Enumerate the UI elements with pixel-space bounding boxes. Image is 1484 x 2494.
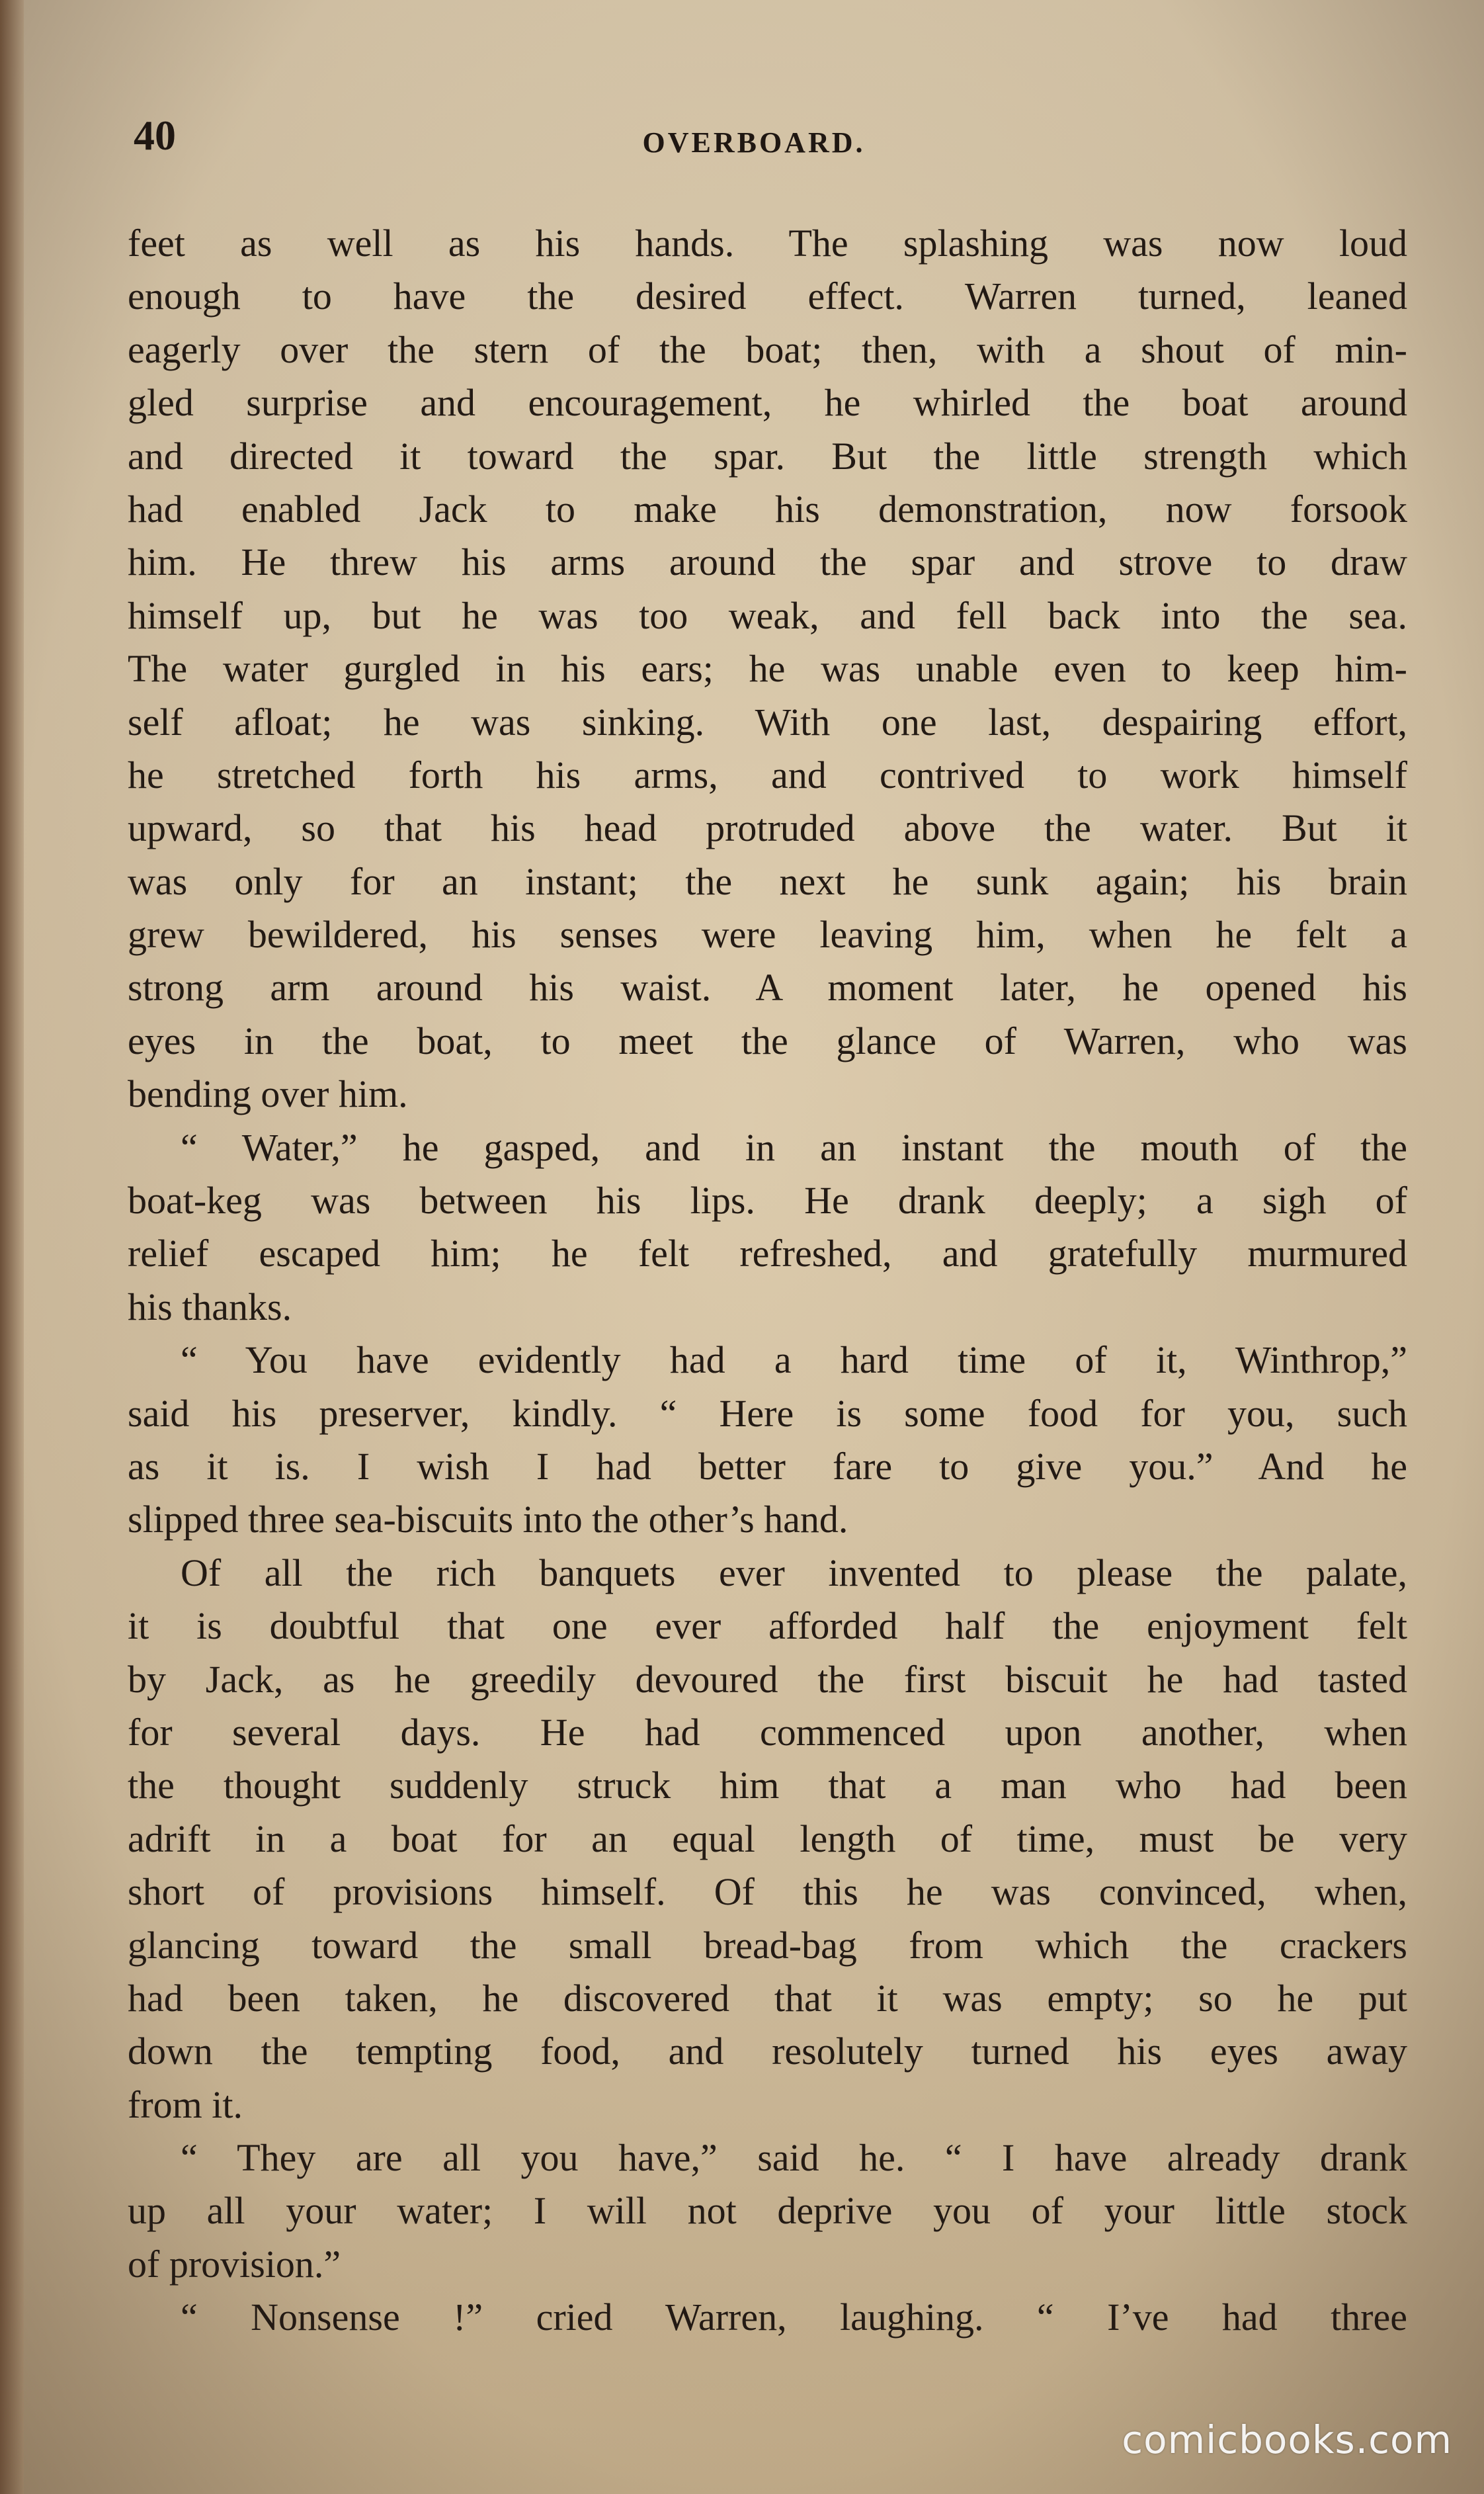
text-line: said his preserver, kindly. “ Here is some food for you, such: [128, 1391, 1407, 1435]
text-line: Of all the rich banquets ever invented to please the palate,: [181, 1551, 1407, 1594]
text-line: short of provisions himself. Of this he was convinced, when,: [128, 1870, 1407, 1914]
text-line: himself up, but he was too weak, and fell back into the sea.: [128, 593, 1407, 637]
text-line: upward, so that his head protruded above the water. But it: [128, 806, 1407, 850]
text-line: self afloat; he was sinking. With one last, despairing effort,: [128, 700, 1407, 744]
body-text: [128, 217, 1407, 2344]
text-line: eyes in the boat, to meet the glance of Warren, who was: [128, 1019, 1407, 1062]
text-line: The water gurgled in his ears; he was unable even to keep him-: [128, 647, 1407, 691]
text-line: for several days. He had commenced upon another, when: [128, 1710, 1407, 1754]
running-head: OVERBOARD.: [642, 126, 866, 159]
text-line: by Jack, as he greedily devoured the first biscuit he had tasted: [128, 1657, 1407, 1701]
text-line: gled surprise and encouragement, he whirled the boat around: [128, 381, 1407, 425]
text-line: his thanks.: [128, 1285, 292, 1328]
text-line: and directed it toward the spar. But the little strength which: [128, 434, 1407, 478]
text-line: the thought suddenly struck him that a man who had been: [128, 1764, 1407, 1807]
page-header: [99, 106, 1409, 179]
text-line: had enabled Jack to make his demonstration, now forsook: [128, 487, 1407, 531]
text-line: adrift in a boat for an equal length of time, must be very: [128, 1817, 1407, 1860]
text-line: relief escaped him; he felt refreshed, and gratefully murmured: [128, 1232, 1407, 1275]
text-line: eagerly over the stern of the boat; then, with a shout of min-: [128, 327, 1407, 371]
text-line: up all your water; I will not deprive you of your little stock: [128, 2189, 1407, 2233]
page-number: 40: [134, 112, 176, 159]
text-line: “ Nonsense !” cried Warren, laughing. “ I’ve had three: [181, 2296, 1407, 2339]
text-line: “ Water,” he gasped, and in an instant the mouth of the: [181, 1125, 1407, 1169]
text-line: “ You have evidently had a hard time of it, Winthrop,”: [181, 1338, 1407, 1382]
text-line: as it is. I wish I had better fare to give you.” And he: [128, 1444, 1407, 1488]
text-line: it is doubtful that one ever afforded half the enjoyment felt: [128, 1604, 1407, 1648]
watermark: comicbooks.com: [1122, 2417, 1452, 2462]
text-line: had been taken, he discovered that it was empty; so he put: [128, 1976, 1407, 2020]
text-line: slipped three sea-biscuits into the other’s hand.: [128, 1498, 848, 1541]
text-line: bending over him.: [128, 1072, 408, 1116]
text-line: feet as well as his hands. The splashing was now loud: [128, 222, 1407, 265]
page-edge-shadow: [0, 0, 24, 2494]
text-line: boat-keg was between his lips. He drank deeply; a sigh of: [128, 1179, 1407, 1223]
text-line: glancing toward the small bread-bag from which the crackers: [128, 1923, 1407, 1967]
text-line: him. He threw his arms around the spar and strove to draw: [128, 540, 1407, 584]
text-line: grew bewildered, his senses were leaving him, when he felt a: [128, 913, 1407, 957]
text-line: “ They are all you have,” said he. “ I have already drank: [181, 2136, 1407, 2180]
text-line: enough to have the desired effect. Warren turned, leaned: [128, 275, 1407, 318]
text-line: strong arm around his waist. A moment later, he opened his: [128, 966, 1407, 1010]
text-line: was only for an instant; the next he sunk again; his brain: [128, 859, 1407, 903]
text-line: from it.: [128, 2083, 243, 2126]
text-line: down the tempting food, and resolutely turned his eyes away: [128, 2030, 1407, 2073]
text-line: of provision.”: [128, 2242, 341, 2286]
text-line: he stretched forth his arms, and contrived to work himself: [128, 753, 1407, 796]
